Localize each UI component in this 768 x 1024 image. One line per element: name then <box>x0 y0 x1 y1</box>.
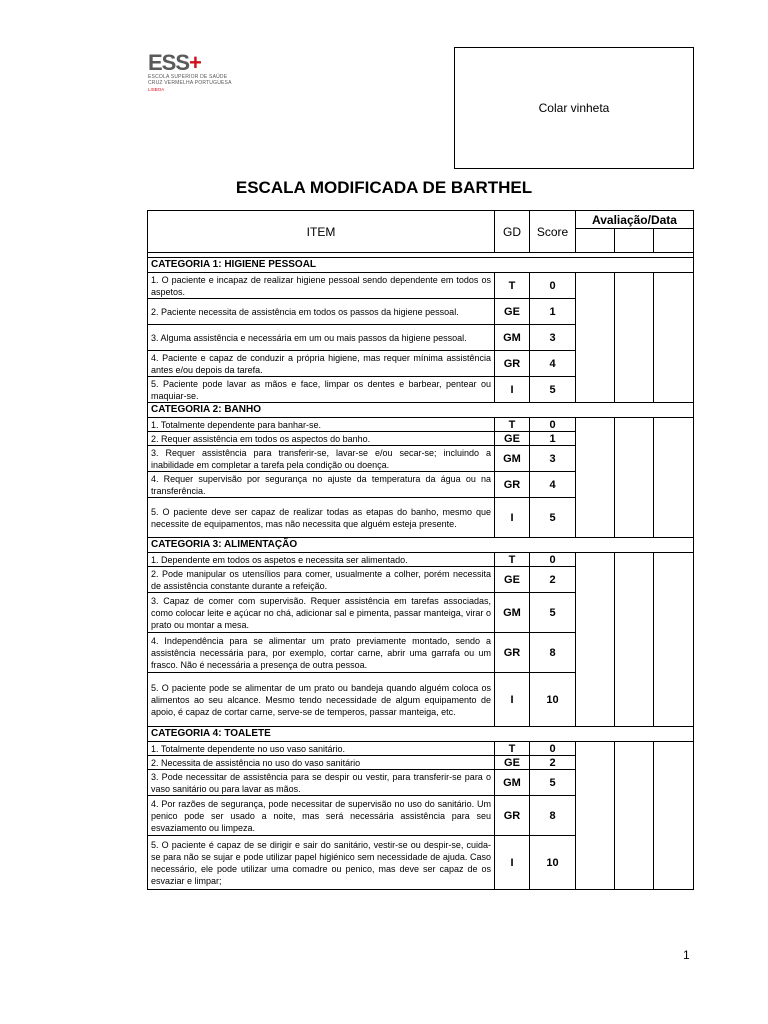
category-title: CATEGORIA 1: HIGIENE PESSOAL <box>148 258 694 273</box>
item-description: 3. Requer assistência para transferir-se, lavar-se e/ou secar-se; incluindo a inabilidade em completar a tarefa pela condição ou doença. <box>148 446 495 472</box>
item-score: 3 <box>530 446 576 472</box>
item-score: 10 <box>530 836 576 890</box>
item-description: 4. Paciente e capaz de conduzir a própria higiene, mas requer mínima assistência antes e/ou depois da tarefa. <box>148 351 495 377</box>
evaluation-cell[interactable] <box>654 742 694 890</box>
item-score: 1 <box>530 299 576 325</box>
item-description: 5. O paciente pode se alimentar de um prato ou bandeja quando alguém coloca os alimentos ao seu alcance. Mesmo tendo necessidade de algum equipamento de apoio, é capaz de cortar carne, serve-se de temperos, passar manteiga, etc. <box>148 673 495 727</box>
item-gd: GE <box>495 432 530 446</box>
evaluation-cell[interactable] <box>576 553 615 727</box>
item-score: 4 <box>530 472 576 498</box>
item-score: 5 <box>530 593 576 633</box>
item-gd: GR <box>495 796 530 836</box>
evaluation-cell[interactable] <box>654 553 694 727</box>
header-avaliacao: Avaliação/Data <box>576 211 694 229</box>
item-score: 8 <box>530 633 576 673</box>
item-score: 5 <box>530 498 576 538</box>
item-gd: GR <box>495 633 530 673</box>
barthel-table <box>147 210 694 890</box>
category-row <box>148 538 694 553</box>
category-title: CATEGORIA 3: ALIMENTAÇÃO <box>148 538 694 553</box>
evaluation-cell[interactable] <box>576 273 615 403</box>
item-score: 5 <box>530 377 576 403</box>
item-score: 0 <box>530 418 576 432</box>
item-row <box>148 273 694 299</box>
item-description: 2. Necessita de assistência no uso do vaso sanitário <box>148 756 495 770</box>
item-gd: T <box>495 418 530 432</box>
avaliacao-col-1 <box>576 229 615 253</box>
item-description: 1. Totalmente dependente no uso vaso sanitário. <box>148 742 495 756</box>
header-gd: GD <box>495 211 530 253</box>
item-score: 0 <box>530 553 576 567</box>
item-gd: GM <box>495 593 530 633</box>
category-title: CATEGORIA 4: TOALETE <box>148 727 694 742</box>
item-gd: GE <box>495 567 530 593</box>
item-description: 1. O paciente e incapaz de realizar higiene pessoal sendo dependente em todos os aspetos. <box>148 273 495 299</box>
item-score: 0 <box>530 742 576 756</box>
item-gd: I <box>495 673 530 727</box>
item-description: 4. Por razões de segurança, pode necessitar de supervisão no uso do sanitário. Um penico pode ser usado a noite, mas será necessária assistência para seu esvaziamento ou limpeza. <box>148 796 495 836</box>
evaluation-cell[interactable] <box>615 273 654 403</box>
logo-plus: + <box>189 50 201 75</box>
item-row <box>148 742 694 756</box>
item-gd: GE <box>495 756 530 770</box>
item-score: 5 <box>530 770 576 796</box>
header-score: Score <box>530 211 576 253</box>
item-gd: T <box>495 273 530 299</box>
item-gd: I <box>495 377 530 403</box>
page-title: ESCALA MODIFICADA DE BARTHEL <box>235 178 533 197</box>
evaluation-cell[interactable] <box>654 418 694 538</box>
evaluation-cell[interactable] <box>615 553 654 727</box>
item-description: 1. Totalmente dependente para banhar-se. <box>148 418 495 432</box>
item-description: 5. Paciente pode lavar as mãos e face, limpar os dentes e barbear, pentear ou maquiar-se. <box>148 377 495 403</box>
item-gd: GM <box>495 325 530 351</box>
item-row <box>148 553 694 567</box>
item-score: 1 <box>530 432 576 446</box>
item-row <box>148 418 694 432</box>
evaluation-cell[interactable] <box>615 742 654 890</box>
item-score: 10 <box>530 673 576 727</box>
header-item: ITEM <box>148 211 495 253</box>
page-number: 1 <box>683 948 690 962</box>
item-gd: I <box>495 498 530 538</box>
category-row <box>148 258 694 273</box>
evaluation-cell[interactable] <box>576 742 615 890</box>
item-gd: GM <box>495 446 530 472</box>
evaluation-cell[interactable] <box>615 418 654 538</box>
item-description: 2. Paciente necessita de assistência em todos os passos da higiene pessoal. <box>148 299 495 325</box>
logo-line1: ESCOLA SUPERIOR DE SAÚDE <box>148 74 228 80</box>
item-description: 1. Dependente em todos os aspetos e necessita ser alimentado. <box>148 553 495 567</box>
item-description: 2. Requer assistência em todos os aspectos do banho. <box>148 432 495 446</box>
item-description: 4. Requer supervisão por segurança no ajuste da temperatura da água ou na transferência. <box>148 472 495 498</box>
category-row <box>148 727 694 742</box>
item-description: 4. Independência para se alimentar um prato previamente montado, sendo a assistência necessária para, por exemplo, cortar carne, abrir uma garrafa ou um frasco. Não é necessária a presença de outra pessoa. <box>148 633 495 673</box>
item-score: 4 <box>530 351 576 377</box>
item-score: 0 <box>530 273 576 299</box>
item-description: 5. O paciente deve ser capaz de realizar todas as etapas do banho, mesmo que necessite de equipamentos, mas não necessita que alguém esteja presente. <box>148 498 495 538</box>
item-gd: GR <box>495 472 530 498</box>
logo-city: LISBOA <box>148 87 165 92</box>
item-score: 2 <box>530 567 576 593</box>
item-description: 3. Pode necessitar de assistência para se despir ou vestir, para transferir-se para o vaso sanitário ou para lavar as mãos. <box>148 770 495 796</box>
logo-line2: CRUZ VERMELHA PORTUGUESA <box>148 80 232 86</box>
item-gd: T <box>495 553 530 567</box>
item-gd: GM <box>495 770 530 796</box>
item-gd: GR <box>495 351 530 377</box>
label-box <box>454 47 694 169</box>
item-gd: I <box>495 836 530 890</box>
avaliacao-col-3 <box>654 229 694 253</box>
item-description: 2. Pode manipular os utensílios para comer, usualmente a colher, porém necessita de assistência constante durante a refeição. <box>148 567 495 593</box>
label-box-text: Colar vinheta <box>538 101 610 115</box>
category-title: CATEGORIA 2: BANHO <box>148 403 694 418</box>
item-score: 2 <box>530 756 576 770</box>
item-gd: T <box>495 742 530 756</box>
evaluation-cell[interactable] <box>576 418 615 538</box>
item-description: 3. Alguma assistência e necessária em um ou mais passos da higiene pessoal. <box>148 325 495 351</box>
item-description: 5. O paciente é capaz de se dirigir e sair do sanitário, vestir-se ou despir-se, cuida-se para não se sujar e pode utilizar papel higiénico sem necessidade de ajuda. Caso necessário, ele pode utilizar uma comadre ou penico, mas deve ser capaz de os esvaziar e limpar; <box>148 836 495 890</box>
avaliacao-col-2 <box>615 229 654 253</box>
item-gd: GE <box>495 299 530 325</box>
school-logo <box>148 50 232 102</box>
table-body <box>148 258 694 890</box>
item-description: 3. Capaz de comer com supervisão. Requer assistência em tarefas associadas, como colocar leite e açúcar no chá, adicionar sal e pimenta, passar manteiga, virar o prato ou montar a mesa. <box>148 593 495 633</box>
category-row <box>148 403 694 418</box>
item-score: 3 <box>530 325 576 351</box>
item-score: 8 <box>530 796 576 836</box>
evaluation-cell[interactable] <box>654 273 694 403</box>
logo-mark: ESS <box>148 50 190 75</box>
